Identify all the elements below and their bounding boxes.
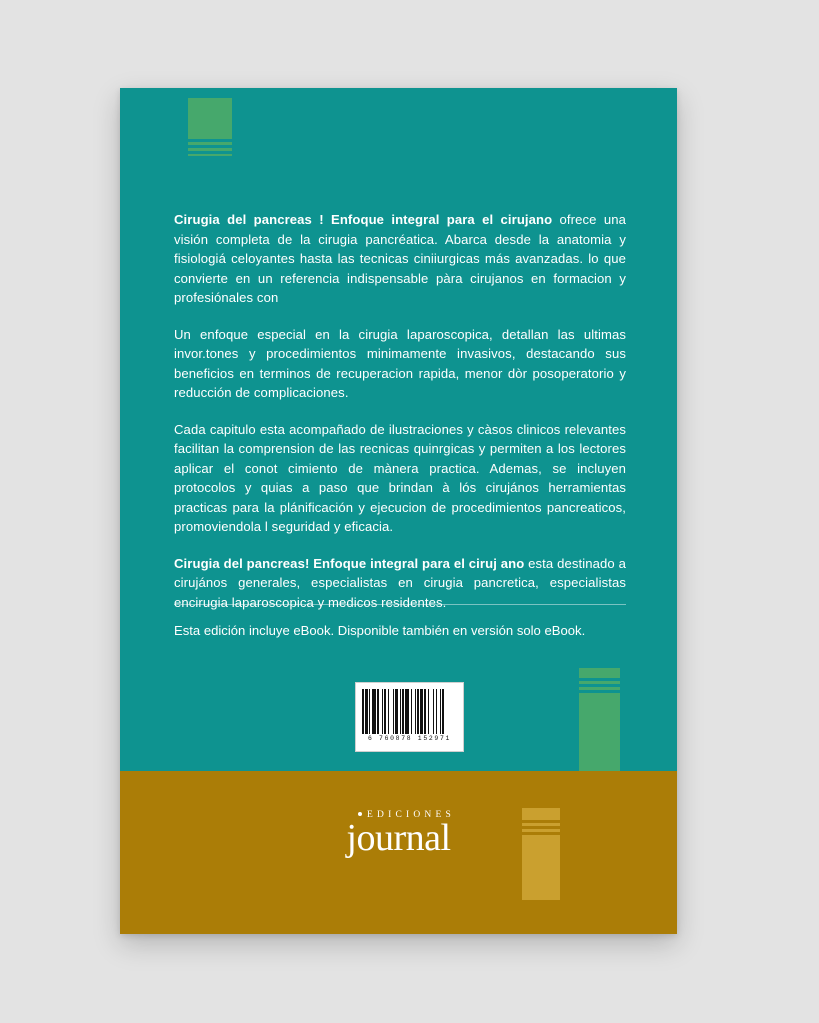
paragraph-2-text: Un enfoque especial en la cirugia laparoscopica, detallan las ultimas invor.tones y procedimientos minimamente invasivos, destacando sus beneficios en terminos de recuperacion rapida, menor dòr posoperatorio y reducción de complicaciones. [174, 326, 626, 400]
spine-line [188, 151, 232, 154]
barcode-bar [384, 689, 386, 734]
barcode-bar [369, 689, 370, 734]
divider-rule [174, 604, 626, 605]
barcode-bar [377, 689, 379, 734]
publisher-name: journal [346, 817, 451, 859]
barcode [355, 682, 464, 752]
barcode-bar [440, 689, 441, 734]
decorative-spine-top-left [188, 98, 232, 156]
publisher-logo [120, 810, 677, 858]
barcode-bar [365, 689, 368, 734]
spine-line [188, 139, 232, 142]
book-back-cover [120, 88, 677, 934]
barcode-bar [372, 689, 376, 734]
paragraph-1 [174, 210, 626, 308]
paragraph-3-text: Cada capitulo esta acompañado de ilustraciones y càsos clinicos relevantes facilitan la comprension de las recnicas quinrgicas y permiten a los lectores aplicar el conot cimiento de mànera practica. Ademas, se incluyen protocolos y quias a paso que brindan à lós cirujános herramientas practicas para la plánificación y ejecucion de procedimientos pancreaticos, promoviendola l seguridad y eficacia. [174, 421, 626, 534]
publisher-eyebrow-text: EDICIONES [367, 810, 455, 820]
paragraph-3 [174, 420, 626, 537]
barcode-bar [395, 689, 398, 734]
barcode-bar [382, 689, 383, 734]
spine-line [579, 684, 620, 687]
barcode-digits: 6 760878 152971 [367, 735, 452, 742]
paragraph-1-text: ofrece una visión completa de la cirugia pancréatica. Abarca desde la anatomia y fisiologiá celoyantes hasta las tecnicas ciniiurgicas más avanzadas. lo que convierte en un referencia indispensable pàra cirujanos en formacion y profesiónales con [174, 212, 626, 305]
barcode-bar [400, 689, 401, 734]
paragraph-2 [174, 325, 626, 403]
barcode-bar [415, 689, 416, 734]
barcode-bar [428, 689, 429, 734]
paragraph-4-text: esta destinado a cirujános generales, especialistas en cirugia pancretica, especialistas encirugia laparoscopica y medicos residentes. [174, 555, 626, 610]
barcode-bar [420, 689, 423, 734]
paragraph-1-bold-lead: Cirugia del pancreas ! Enfoque integral para el cirujano [174, 212, 553, 227]
barcode-bar [405, 689, 409, 734]
barcode-bar [436, 689, 437, 734]
spine-line [579, 678, 620, 681]
paragraph-4-bold-lead: Cirugia del pancreas! Enfoque integral para el ciruj ano [174, 555, 525, 571]
spine-line [579, 690, 620, 693]
bullet-dot-icon [358, 812, 362, 816]
spine-line [188, 145, 232, 148]
back-cover-copy [174, 210, 626, 612]
barcode-bar [433, 689, 434, 734]
barcode-bar [393, 689, 394, 734]
barcode-bar [411, 689, 412, 734]
barcode-bars [362, 689, 459, 734]
barcode-bar [424, 689, 426, 734]
barcode-bar [442, 689, 444, 734]
barcode-bar [402, 689, 404, 734]
barcode-bar [417, 689, 419, 734]
barcode-bar [388, 689, 389, 734]
ebook-note: Esta edición incluye eBook. Disponible también en versión solo eBook. [174, 623, 586, 638]
barcode-bar [362, 689, 364, 734]
